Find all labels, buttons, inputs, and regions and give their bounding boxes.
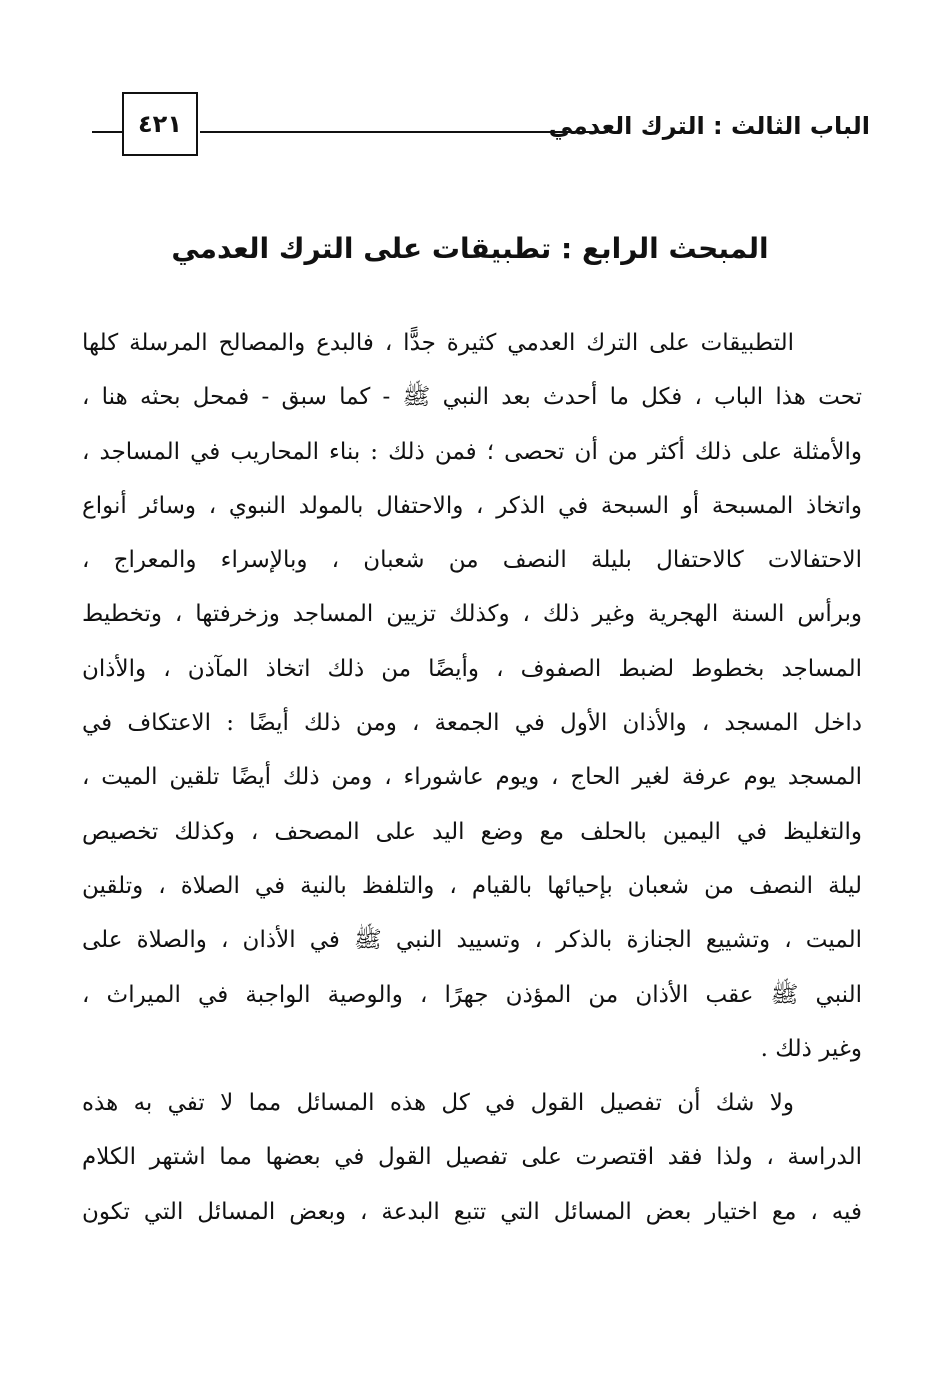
text-line: وبرأس السنة الهجرية وغير ذلك ، وكذلك تزيين المساجد وزخرفتها ، وتخطيط: [82, 601, 862, 628]
text-line: فيه ، مع اختيار بعض المسائل التي تتبع البدعة ، وبعض المسائل التي تكون: [82, 1198, 862, 1225]
text-line: وغير ذلك .: [760, 1035, 862, 1062]
text-line: داخل المسجد ، والأذان الأول في الجمعة ، ومن ذلك أيضًا : الاعتكاف في: [82, 710, 862, 737]
body-text: [82, 316, 862, 1239]
header-rule-end: [92, 131, 122, 133]
text-line: الدراسة ، ولذا فقد اقتصرت على تفصيل القول في بعضها مما اشتهر الكلام: [82, 1144, 862, 1171]
text-line: الميت ، وتشييع الجنازة بالذكر ، وتسييد النبي ﷺ في الأذان ، والصلاة على: [82, 927, 862, 954]
text-line: ليلة النصف من شعبان بإحيائها بالقيام ، والتلفظ بالنية في الصلاة ، وتلقين: [82, 872, 862, 899]
section-heading: المبحث الرابع : تطبيقات على الترك العدمي: [171, 232, 769, 265]
text-line: التطبيقات على الترك العدمي كثيرة جدًّا ، فالبدع والمصالح المرسلة كلها: [82, 330, 794, 356]
text-line: المساجد بخطوط لضبط الصفوف ، وأيضًا من ذلك اتخاذ المآذن ، والأذان: [82, 655, 862, 682]
header-rule: [200, 131, 608, 133]
text-line: ولا شك أن تفصيل القول في كل هذه المسائل مما لا تفي به هذه: [82, 1090, 794, 1117]
text-line: تحت هذا الباب ، فكل ما أحدث بعد النبي ﷺ - كما سبق - فمحل بحثه هنا ،: [82, 384, 862, 411]
text-line: الاحتفالات كالاحتفال بليلة النصف من شعبان ، وبالإسراء والمعراج ،: [82, 547, 862, 574]
text-line: والأمثلة على ذلك أكثر من أن تحصى ؛ فمن ذلك : بناء المحاريب في المساجد ،: [82, 438, 862, 465]
text-line: النبي ﷺ عقب الأذان من المؤذن جهرًا ، والوصية الواجبة في الميراث ،: [82, 981, 862, 1008]
running-header: [92, 92, 870, 162]
text-line: المسجد يوم عرفة لغير الحاج ، ويوم عاشوراء ، ومن ذلك أيضًا تلقين الميت ،: [82, 764, 862, 791]
text-line: واتخاذ المسبحة أو السبحة في الذكر ، والاحتفال بالمولد النبوي ، وسائر أنواع: [82, 492, 862, 519]
chapter-title: الباب الثالث : الترك العدمي: [548, 112, 870, 140]
page-number: ٤٢١: [122, 92, 198, 156]
text-line: والتغليظ في اليمين بالحلف مع وضع اليد على المصحف ، وكذلك تخصيص: [82, 818, 862, 845]
